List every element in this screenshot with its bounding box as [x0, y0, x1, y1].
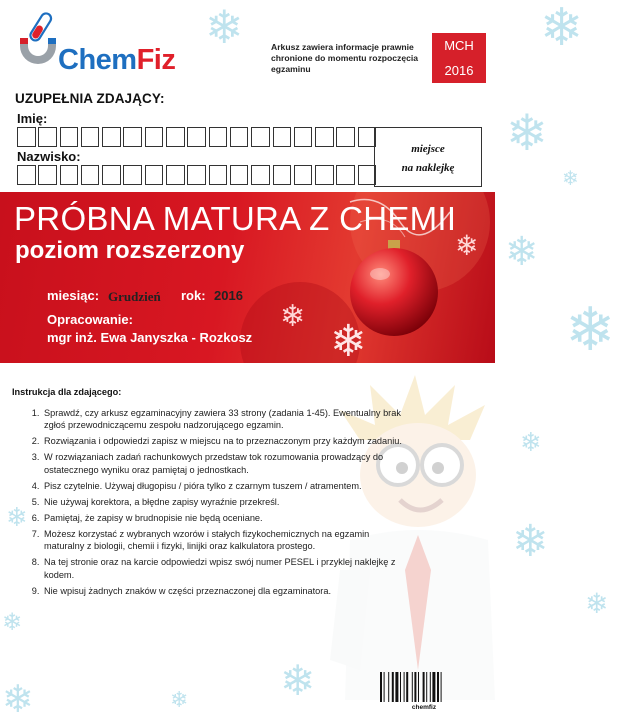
snowflake-icon: ❄	[540, 0, 584, 58]
instruction-item: 6. Pamiętaj, że zapisy w brudnopisie nie będą oceniane.	[42, 512, 402, 524]
snowflake-icon: ❄	[170, 688, 189, 713]
sticker-area	[374, 127, 482, 187]
confidentiality-notice: Arkusz zawiera informacje prawnie chronione do momentu rozpoczęcia egzaminu	[271, 42, 419, 74]
exam-year: 2016	[444, 63, 474, 78]
exam-banner	[0, 192, 495, 363]
snowflake-icon: ❄	[6, 503, 28, 533]
snowflake-icon: ❄	[562, 166, 579, 190]
snowflake-icon: ❄	[585, 587, 609, 620]
year-label: rok:	[181, 288, 206, 303]
test-tube-magnet-icon	[14, 10, 62, 78]
instruction-item: 9. Nie wpisuj żadnych znaków w części przeznaczonej dla egzaminatora.	[42, 585, 402, 597]
instruction-item: 4. Pisz czytelnie. Używaj długopisu / pióra tylko z czarnym tuszem / atramentem.	[42, 480, 402, 492]
exam-code-box	[432, 33, 486, 83]
snowflake-icon: ❄	[505, 229, 539, 275]
barcode-icon	[379, 672, 469, 706]
snowflake-icon: ❄	[280, 299, 306, 334]
snowflake-icon: ❄	[455, 229, 479, 262]
instruction-item: 2. Rozwiązania i odpowiedzi zapisz w miejscu na to przeznaczonym przy każdym zadaniu.	[42, 435, 402, 447]
instruction-item: 3. W rozwiązaniach zadań rachunkowych przedstaw tok rozumowania prowadzący do ostatecznego wyniku oraz pamiętaj o jednostkach.	[42, 451, 402, 476]
exam-title: PRÓBNA MATURA Z CHEMII	[14, 200, 457, 237]
instructions-title: Instrukcja dla zdającego:	[12, 387, 122, 397]
snowflake-icon: ❄	[506, 104, 548, 162]
year-value: 2016	[214, 288, 243, 303]
author-label: Opracowanie:	[47, 312, 133, 327]
instructions-list	[22, 407, 402, 601]
snowflake-icon: ❄	[205, 0, 244, 54]
snowflake-icon: ❄	[280, 656, 316, 705]
author-name: mgr inż. Ewa Janyszka - Rozkosz	[47, 330, 253, 345]
sticker-line2: na naklejkę	[401, 162, 455, 174]
exam-code: MCH	[444, 38, 474, 53]
month-value: Grudzień	[108, 289, 161, 304]
instruction-item: 1. Sprawdź, czy arkusz egzaminacyjny zawiera 33 strony (zadania 1-45). Ewentualny brak zgłoś przewodniczącemu zespołu nadzorującego egzamin.	[42, 407, 402, 432]
month-label: miesiąc:	[47, 288, 100, 303]
chemfiz-logo	[14, 10, 194, 80]
form-title: UZUPEŁNIA ZDAJĄCY:	[15, 91, 165, 106]
name-label: Imię:	[17, 111, 48, 126]
instruction-item: 7. Możesz korzystać z wybranych wzorów i stałych fizykochemicznych na egzamin maturalny z biologii, chemii i fizyki, linijki oraz kalkulatora prostego.	[42, 528, 402, 553]
snowflake-icon: ❄	[2, 608, 23, 636]
brand-name: ChemFiz	[58, 44, 176, 76]
surname-label: Nazwisko:	[17, 149, 81, 164]
instruction-item: 8. Na tej stronie oraz na karcie odpowiedzi wpisz swój numer PESEL i przyklej naklejkę z kodem.	[42, 556, 402, 581]
exam-level: poziom rozszerzony	[15, 237, 245, 264]
snowflake-icon: ❄	[2, 677, 34, 721]
sticker-line1: miejsce	[411, 143, 445, 155]
snowflake-icon: ❄	[565, 295, 616, 365]
barcode-label: chemfiz	[411, 704, 437, 711]
instruction-item: 5. Nie używaj korektora, a błędne zapisy wyraźnie przekreśl.	[42, 496, 402, 508]
snowflake-icon: ❄	[330, 316, 367, 363]
snowflake-icon: ❄	[512, 516, 549, 567]
name-boxes[interactable]	[17, 127, 379, 147]
snowflake-icon: ❄	[520, 428, 542, 458]
surname-boxes[interactable]	[17, 165, 379, 185]
